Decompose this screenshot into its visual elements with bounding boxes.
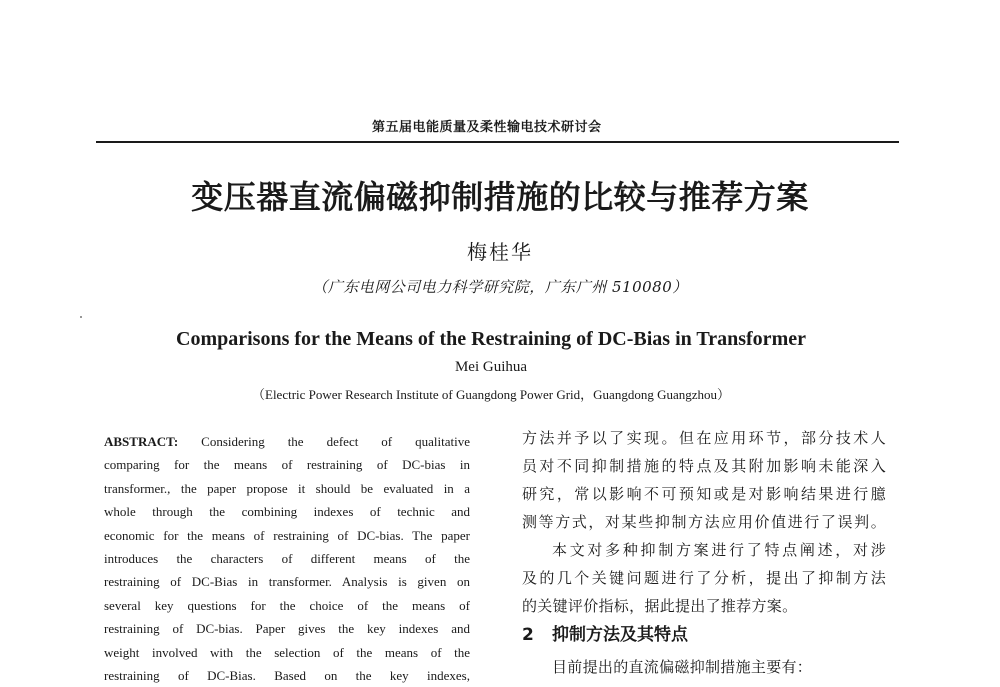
abstract-line: restraining of DC-Bias in transformer. Analysis is given on [104, 574, 470, 590]
affiliation-cn: （广东电网公司电力科学研究院，广东广州 510080） [312, 278, 688, 296]
paper-title-en: Comparisons for the Means of the Restraining of DC-Bias in Transformer [176, 328, 806, 350]
body-line: 员对不同抑制措施的特点及其附加影响未能深入 [522, 457, 886, 475]
section-number: 2 [522, 625, 534, 645]
header-rule [96, 141, 899, 143]
abstract-line: transformer., the paper propose it should be evaluated in a [104, 480, 470, 496]
author-cn: 梅桂华 [467, 240, 533, 264]
scan-speck [80, 316, 82, 318]
abstract-line-text: Considering the defect of qualitative [178, 434, 470, 449]
abstract-line [104, 430, 470, 453]
section-title: 抑制方法及其特点 [552, 625, 688, 645]
body-column-right [522, 424, 886, 620]
section-heading [522, 620, 688, 645]
body-line: 测等方式，对某些抑制方法应用价值进行了误判。 [522, 513, 886, 531]
author-en: Mei Guihua [454, 359, 528, 375]
abstract [104, 430, 470, 687]
section-body-line: 目前提出的直流偏磁抑制措施主要有： [552, 658, 813, 676]
abstract-line: restraining of DC-Bias. Based on the key indexes, [104, 667, 470, 683]
abstract-line: weight involved with the selection of the means of the [104, 644, 470, 660]
body-line: 的关键评价指标，据此提出了推荐方案。 [522, 597, 798, 615]
abstract-label: ABSTRACT: [104, 434, 179, 449]
body-line: 及的几个关键问题进行了分析，提出了抑制方法 [522, 569, 886, 587]
affiliation-en: （Electric Power Research Institute of Guangdong Power Grid，Guangdong Guangzhou） [252, 387, 730, 402]
abstract-line: comparing for the means of restraining of DC-bias in [104, 457, 470, 473]
abstract-line: several key questions for the choice of the means of [104, 597, 470, 613]
abstract-line: restraining of DC-bias. Paper gives the key indexes and [104, 621, 470, 637]
body-line: 方法并予以了实现。但在应用环节，部分技术人 [522, 429, 886, 447]
running-header: 第五届电能质量及柔性输电技术研讨会 [372, 120, 602, 135]
body-line: 本文对多种抑制方案进行了特点阐述，对涉 [552, 541, 886, 559]
paper-title-cn: 变压器直流偏磁抑制措施的比较与推荐方案 [191, 178, 809, 216]
abstract-line: economic for the means of restraining of DC-bias. The paper [104, 527, 470, 543]
body-line: 研究，常以影响不可预知或是对影响结果进行臆 [522, 485, 886, 503]
abstract-line: introduces the characters of different means of the [104, 550, 470, 566]
abstract-line: whole through the combining indexes of technic and [104, 504, 470, 520]
